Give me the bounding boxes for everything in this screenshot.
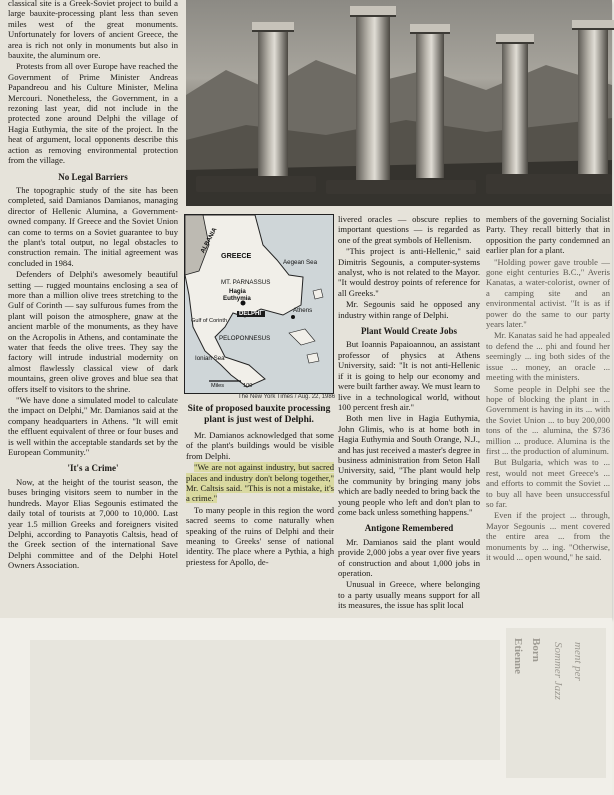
map-scale-label: Miles (211, 383, 225, 389)
paragraph: Unusual in Greece, where belonging to a party usually means support for all its measures, the issue has split local (338, 579, 480, 611)
paragraph: Mr. Kanatas said he had appealed to defend the ... phi and found her seemingly ... ing both sides of the issue ... money, an oracle ... meeting with the ministers. (486, 330, 610, 383)
article-column-4 (486, 214, 610, 560)
subheading: 'It's a Crime' (67, 463, 119, 474)
paragraph: Both men live in Hagia Euthymia, John Glimis, who is at home both in Hagia Euthymia and South Orange, N.J., and has just received a master's degree in business administration from Seton Hall University, said, "The plant would help the community by bringing many jobs which are badly needed to bring back the young people who left and don't plan to come back unless something happens." (338, 413, 480, 517)
map-label-albania: ALBANIA (199, 226, 219, 255)
paragraph (186, 462, 334, 504)
map-label-aegean: Aegean Sea (283, 259, 318, 266)
map-label-athens: Athens (293, 307, 313, 314)
ruins-photo (186, 0, 612, 206)
paragraph: Protests from all over Europe have reached the Government of Prime Minister Andreas Papandreou and his Culture Minister, Melina Mercouri. Nonetheless, the Government, in a rezoning last year, did not include in the protected zone around Delphi the village of Hagia Euthymia, the site of the project. In the heat of argument, local opponents describe this action as removing environmental protection from the village. (8, 61, 178, 166)
paragraph: classical site is a Greek-Soviet project to build a large bauxite-processing plant less than seven miles west of the great monuments. Unfortunately for lovers of ancient Greece, the area is rich not only in monuments but also in bauxite, the aluminum ore. (8, 0, 178, 61)
greece-map (184, 214, 334, 394)
ghost-text: ment per (572, 642, 584, 681)
bleed-through-block (30, 640, 500, 760)
subheading: Plant Would Create Jobs (361, 326, 457, 337)
paragraph: Now, at the height of the tourist season, the buses bringing visitors seem to number in the hundreds. Mayor Elias Segounis estimated the daily total of tourists at 7,000 to 10,000. Last year 1.5 million Greeks and foreigners visited Delphi, according to Panayotis Caltsis, head of the Greek section of the international Save Delphi committee and of the Delphi Hotel Owners Association. (8, 476, 178, 571)
map-label-hagia: Hagia (229, 288, 246, 295)
paragraph: Even if the project ... through, Mayor Segounis ... ment covered the entire area ... from the monuments by ... ing. "Otherwise, it would ... open wound," he said. (486, 510, 610, 562)
paragraph: "Holding power gave trouble — gone eight centuries B.C.," Averis Kanatas, a water-colorist, owner of a camping site and an environmental activist. "It is as if power do the same to our party years later." (486, 256, 610, 330)
map-label-delphi: DELPHI (239, 311, 262, 317)
subheading: No Legal Barriers (58, 171, 128, 182)
ghost-text: Etienne (512, 638, 524, 675)
paragraph: Mr. Damianos said the plant would provide 2,000 jobs a year over five years of construction and about 1,000 jobs in operation. (338, 536, 480, 578)
map-label-greece: GREECE (221, 251, 252, 260)
article-column-3 (338, 214, 480, 611)
map-label-parnassus: MT. PARNASSUS (221, 279, 271, 286)
map-label-euthymia: Euthymia (223, 295, 251, 302)
paragraph: Defenders of Delphi's awesomely beautiful setting — rugged mountains enclosing a sea of more than a million olive trees stretching to the Gulf of Corinth — say sulfurous fumes from the plant will poison the atmosphere, gnaw at the ancient marble of the monuments, as they have on the Acropolis in Athens, and contaminate the water that feeds the olive trees. They say the factory will intrude industrial modernity on almost flawlessly classical view of dark mountains, green olive groves and blue sea that offers itself to visitors to the shrine. (8, 269, 178, 394)
map-label-ionian: Ionian Sea (195, 355, 225, 362)
paragraph: Mr. Damianos acknowledged that some of the plant's buildings would be visible from Delphi. (186, 430, 334, 461)
paragraph: To many people in this region the word sacred seems to come naturally when speaking of the ruins of Delphi and their meaning to Greeks' sense of national identity. The place where a Pythia, a high priestess for Apollo, de- (186, 504, 334, 567)
paragraph: "We have done a simulated model to calculate the impact on Delphi," Mr. Damianos said at the company headquarters in Athens. "It will emit the effluent equivalent of three or four buses and is well within the acceptable standards set by the European Community." (8, 395, 178, 458)
paragraph: The topographic study of the site has been completed, said Damianos Damianos, managing director of Hellenic Alumina, a Government-owned company. If Greece and the Soviet Union can come to terms on a Soviet guarantee to buy the plant's total output, no legal obstacles to construction remain. The initial agreement was concluded in 1984. (8, 184, 178, 268)
map-label-gulf: Gulf of Corinth (191, 318, 228, 324)
paragraph: "This project is anti-Hellenic," said Dimitris Segounis, a computer-systems analyst, who is not related to the Mayor. "It would destroy points of reference for all Greeks." (338, 246, 480, 298)
map-label-peloponnesus: PELOPONNESUS (219, 335, 271, 342)
paragraph: members of the governing Socialist Party. They recall bitterly that in opposition the party condemned an earlier plan for a plant. (486, 214, 610, 256)
paragraph: But Bulgaria, which was to ... rest, would not meet Greece's ... and efforts to commit the Soviet ... to buy all have been unsuccessful so far. (486, 457, 610, 509)
paragraph: Mr. Segounis said he opposed any industry within range of Delphi. (338, 299, 480, 320)
highlighted-quote: "We are not against industry, but sacred places and industry don't belong together," Mr. Caltsis said. "This is not a mistake, it's a crime." (186, 462, 334, 504)
article-column-2 (186, 430, 334, 567)
subheading: Antigone Remembered (364, 523, 454, 534)
map-caption: Site of proposed bauxite processing plant is just west of Delphi. (187, 404, 331, 425)
paragraph: Some people in Delphi see the hope of blocking the plant in ... Government is having in its ... with the Soviet Union ... to buy 200,000 tons of the ... alumina, the $736 million ... produce. Alumina is the first ... the production of aluminum. (486, 383, 610, 456)
paragraph: livered oracles — obscure replies to important questions — is regarded as one of the great symbols of Hellenism. (338, 214, 480, 245)
map-scale-number: 100 (243, 383, 253, 389)
page-background (0, 618, 612, 795)
ghost-text: Sommer Jazz (552, 642, 564, 700)
article-column-1 (8, 0, 178, 571)
ghost-text: Born (530, 638, 542, 662)
map-credit: The New York Times / Aug. 22, 1986 (238, 394, 336, 400)
paragraph: But Ioannis Papaioannou, an assistant professor of physics at Athens University, said: "It is not anti-Hellenic if it is going to help our economy and were built farther away. We must learn to live in a technological world, without 100 percent fresh air." (338, 339, 480, 412)
